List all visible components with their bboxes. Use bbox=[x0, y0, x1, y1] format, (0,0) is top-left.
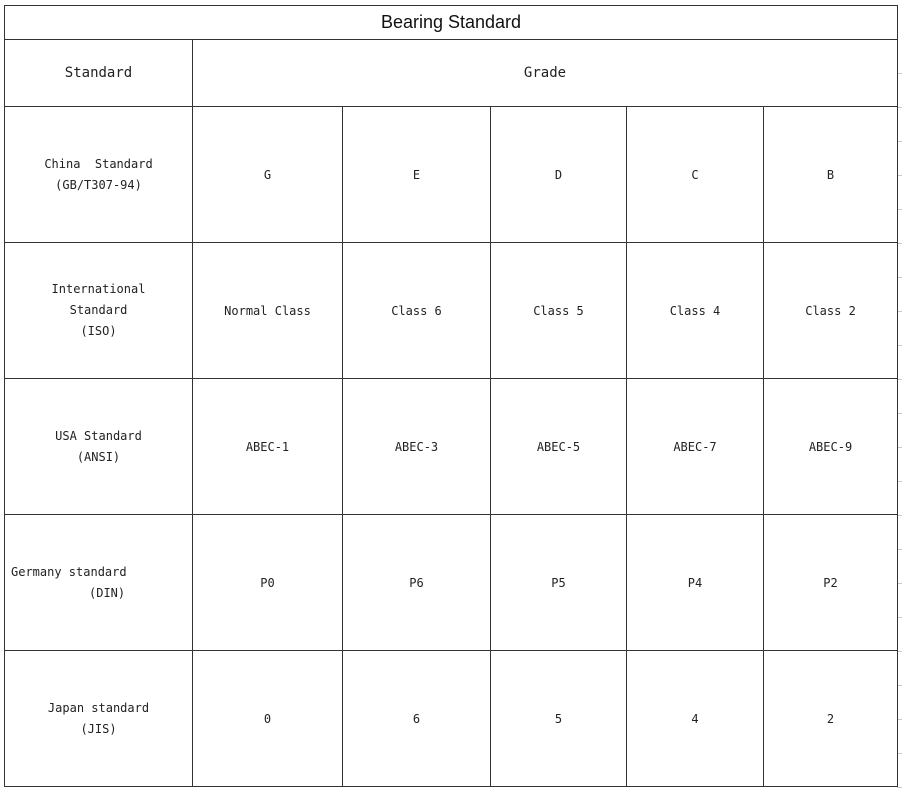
grade-cell[interactable]: P0 bbox=[193, 515, 343, 651]
table-row bbox=[5, 379, 898, 515]
standard-label-line: China Standard bbox=[44, 156, 153, 171]
grade-cell[interactable]: G bbox=[193, 107, 343, 243]
standard-label-line: Germany standard bbox=[11, 564, 127, 579]
grade-cell[interactable]: C bbox=[627, 107, 764, 243]
grade-cell[interactable]: Class 5 bbox=[491, 243, 627, 379]
standard-label-line: Standard bbox=[69, 303, 128, 317]
standard-label-line: (ANSI) bbox=[76, 449, 121, 464]
gridline-tick bbox=[897, 787, 902, 788]
grade-cell[interactable]: 6 bbox=[343, 651, 491, 787]
standard-label-line: Japan standard bbox=[47, 700, 150, 715]
standard-label-line: USA Standard bbox=[55, 428, 142, 443]
grade-cell[interactable]: 5 bbox=[491, 651, 627, 787]
standard-label-line: (JIS) bbox=[80, 721, 117, 736]
grade-cell[interactable]: P4 bbox=[627, 515, 764, 651]
grade-cell[interactable]: P5 bbox=[491, 515, 627, 651]
grade-cell[interactable]: ABEC-5 bbox=[491, 379, 627, 515]
standard-label-line: International bbox=[51, 282, 146, 296]
grade-cell[interactable]: ABEC-9 bbox=[764, 379, 898, 515]
standard-label-cell[interactable] bbox=[5, 379, 193, 515]
grade-cell[interactable]: E bbox=[343, 107, 491, 243]
grade-cell[interactable]: 4 bbox=[627, 651, 764, 787]
grade-cell[interactable]: P2 bbox=[764, 515, 898, 651]
grade-cell[interactable]: Class 2 bbox=[764, 243, 898, 379]
grade-cell[interactable]: ABEC-3 bbox=[343, 379, 491, 515]
grade-cell[interactable]: 2 bbox=[764, 651, 898, 787]
table-row bbox=[5, 515, 898, 651]
grade-cell[interactable]: B bbox=[764, 107, 898, 243]
bearing-standard-table bbox=[4, 5, 898, 787]
grade-cell[interactable]: Normal Class bbox=[193, 243, 343, 379]
grade-cell[interactable]: Class 4 bbox=[627, 243, 764, 379]
table-row bbox=[5, 107, 898, 243]
standard-label-cell[interactable] bbox=[5, 651, 193, 787]
standard-label-cell[interactable] bbox=[5, 107, 193, 243]
standard-label-line: (DIN) bbox=[89, 585, 126, 600]
table-row bbox=[5, 651, 898, 787]
grade-cell[interactable]: Class 6 bbox=[343, 243, 491, 379]
table-row bbox=[5, 243, 898, 379]
standard-label-line: (GB/T307-94) bbox=[55, 177, 142, 192]
grade-cell[interactable]: P6 bbox=[343, 515, 491, 651]
grade-cell[interactable]: 0 bbox=[193, 651, 343, 787]
grade-cell[interactable]: ABEC-7 bbox=[627, 379, 764, 515]
standard-label-line: (ISO) bbox=[80, 324, 117, 338]
grade-cell[interactable]: D bbox=[491, 107, 627, 243]
column-header-grade[interactable]: Grade bbox=[193, 40, 898, 107]
column-header-standard[interactable]: Standard bbox=[5, 40, 193, 107]
standard-label-cell[interactable] bbox=[5, 515, 193, 651]
grade-cell[interactable]: ABEC-1 bbox=[193, 379, 343, 515]
table-title[interactable]: Bearing Standard bbox=[5, 6, 898, 40]
standard-label-cell[interactable] bbox=[5, 243, 193, 379]
